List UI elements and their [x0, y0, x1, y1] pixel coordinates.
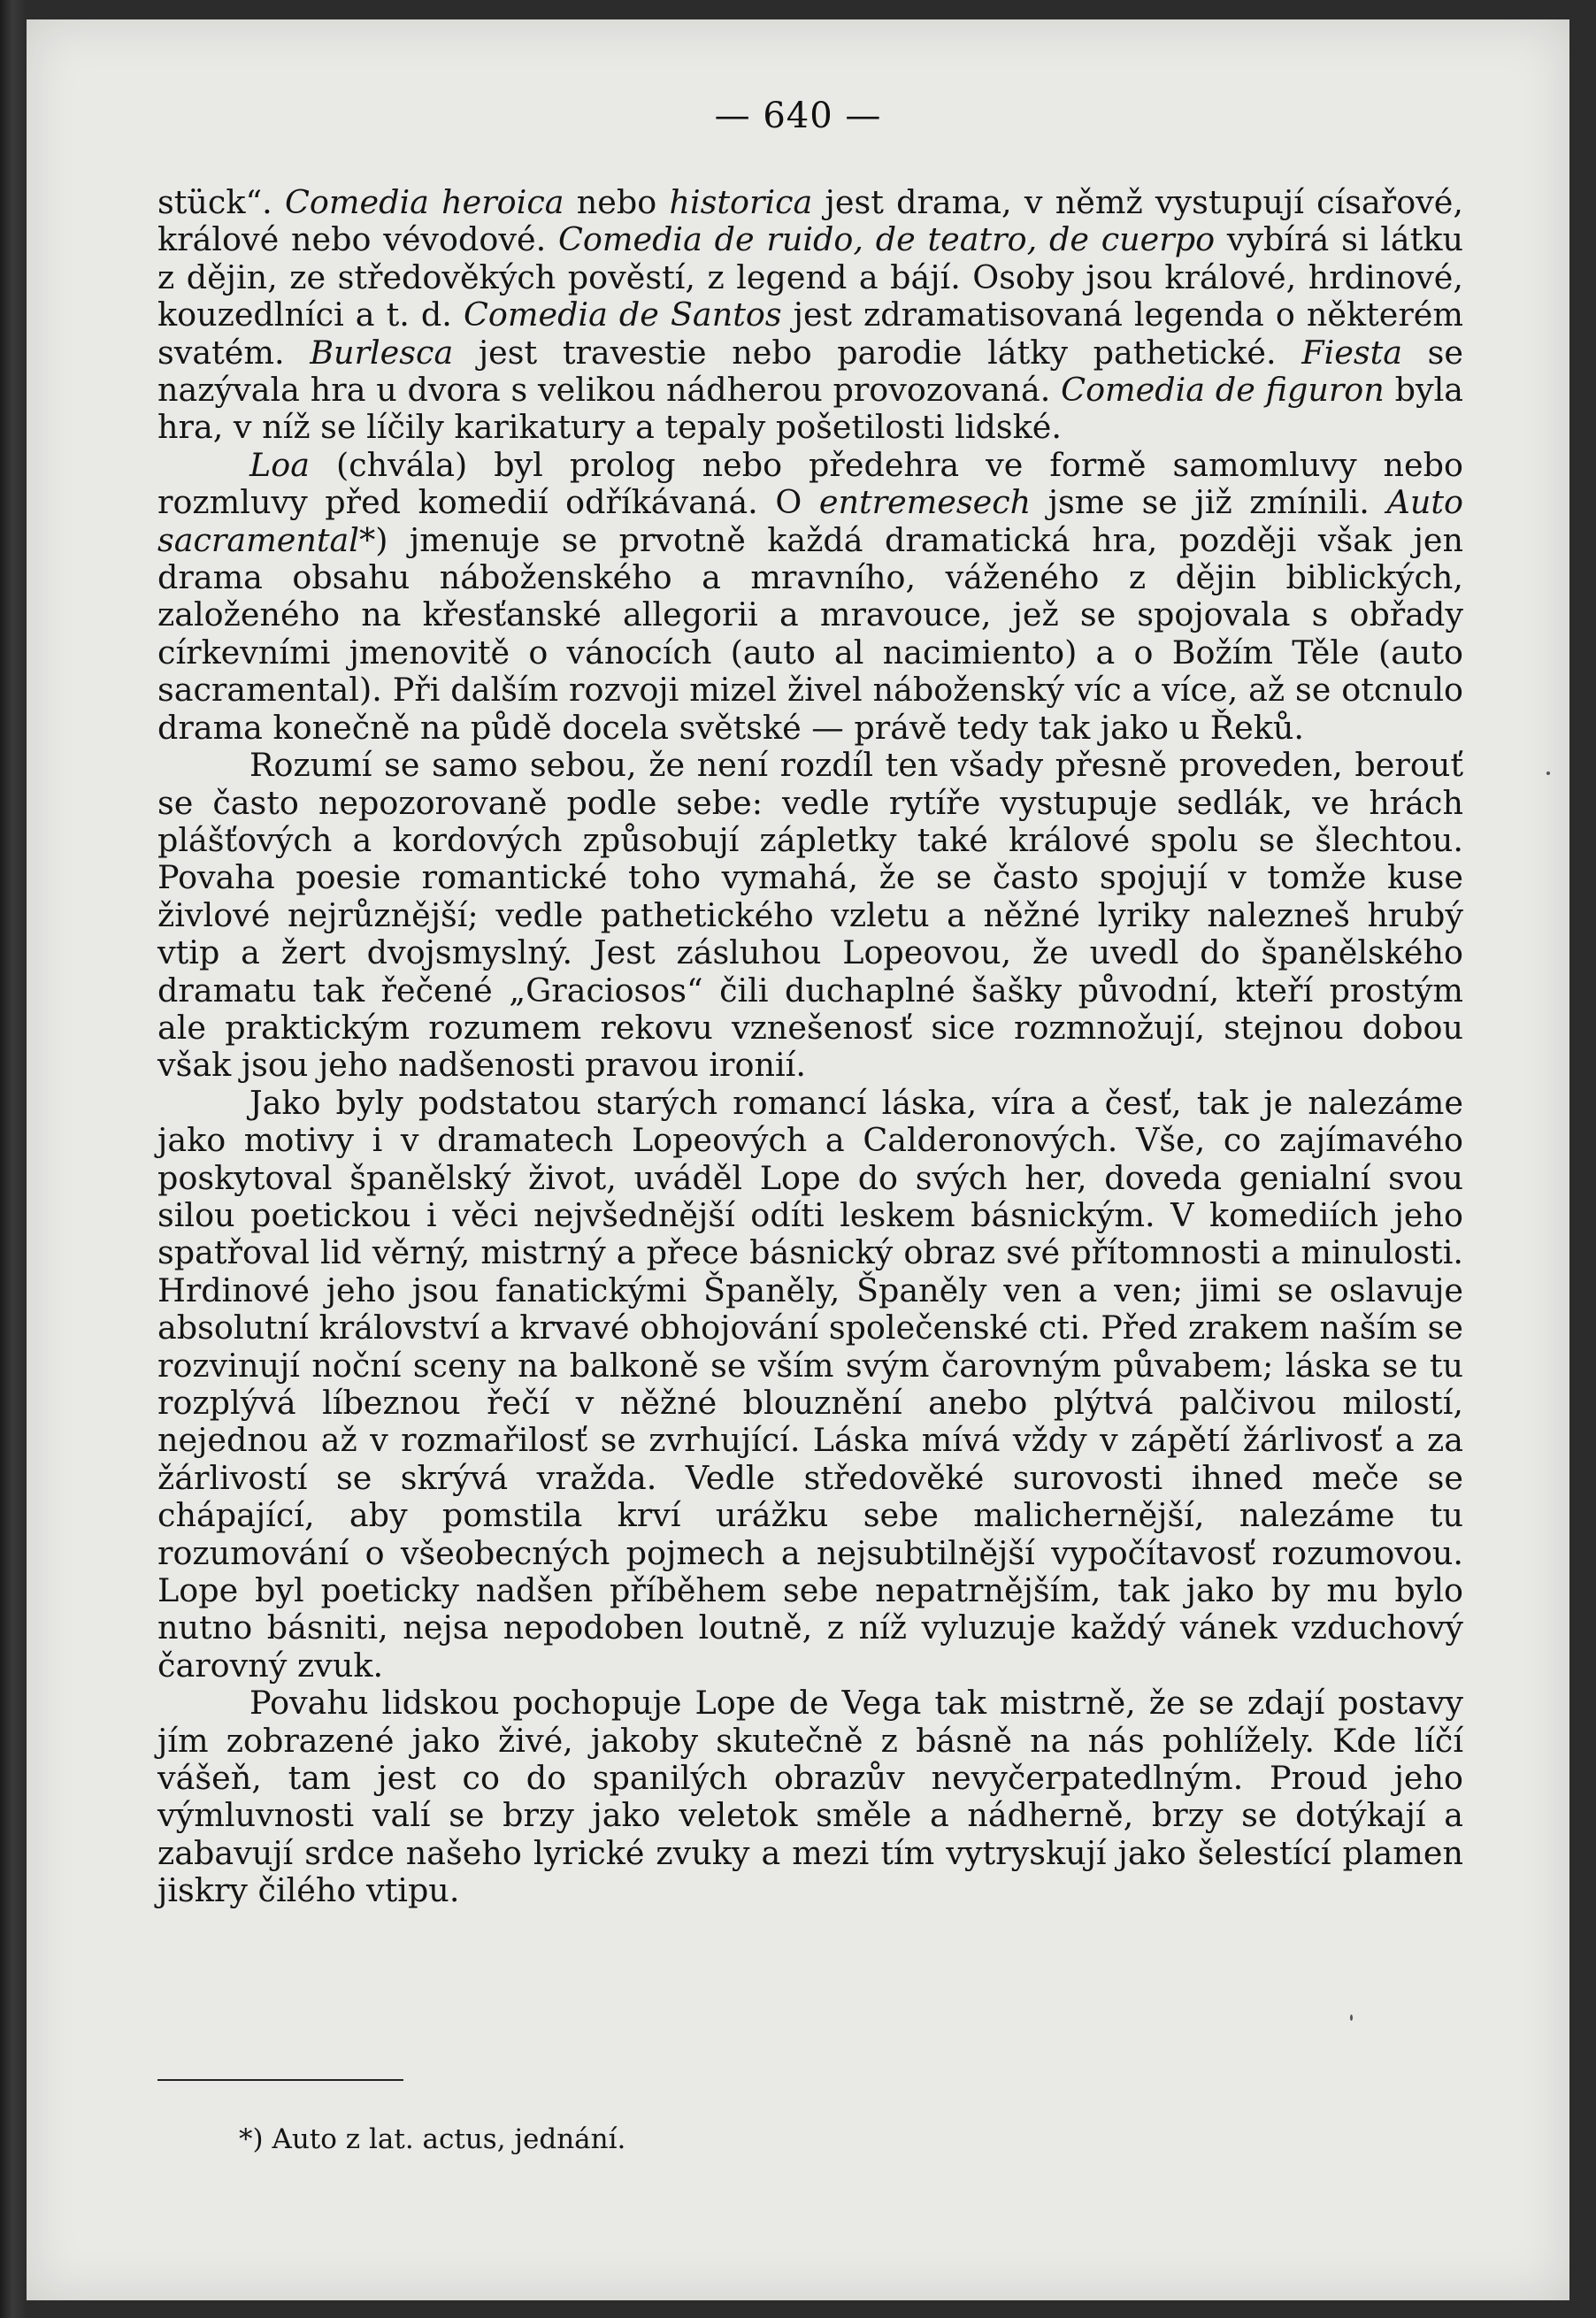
main-text [157, 184, 1463, 1910]
text-run: Povahu lidskou pochopuje Lope de Vega tak mistrně, že se zdají postavy jím zobrazené jako živé, jakoby skutečně z básně na nás pohlížely. Kde líčí vášeň, tam jest co do spanilých obrazův nevyčerpatedlným. Proud jeho výmluvnosti valí se brzy jako veletok směle a nádherně, brzy se dotýkají a zabavují srdce našeho lyrické zvuky a mezi tím vytryskují jako šelestící plamen jiskry čilého vtipu. [157, 1684, 1463, 1910]
text-run: se nazývala hra u dvora s velikou nádherou provozovaná. [157, 333, 1463, 410]
text-run: Jako byly podstatou starých romancí láska, víra a česť, tak je nalezáme jako motivy i v dramatech Lopeových a Calderonových. Vše, co zajímavého poskytoval španělský život, uváděl Lope do svých her, doveda genialní svou silou poetickou i věci nejvšednější odíti leskem básnickým. V komediích jeho spatřoval lid věrný, mistrný a přece básnický obraz své přítomnosti a minulosti. Hrdinové jeho jsou fanatickými Španěly, Španěly ven a ven; jimi se oslavuje absolutní království a krvavé obhojování společenské cti. Před zrakem naším se rozvinují noční sceny na balkoně se vším svým čarovným půvabem; láska se tu rozplývá líbeznou řečí v něžné blouznění anebo plýtvá palčivou milostí, nejednou až v rozmařilosť se zvrhující. Láska mívá vždy v zápětí žárlivosť a za žárlivostí se skrývá vražda. Vedle středověké surovosti ihned meče se chápající, aby pomstila krví urážku sebe malichernější, nalezáme tu rozumování o všeobecných pojmech a nejsubtilnější vypočítavosť rozumovou. Lope byl poeticky nadšen příběhem sebe nepatrnějším, tak jako by mu bylo nutno básniti, nejsa nepodoben loutně, z níž vyluzuje každý vánek vzduchový čarovný zvuk. [157, 1083, 1463, 1685]
footnote: *) Auto z lat. actus, jednání. [239, 2123, 626, 2155]
paragraph-5 [157, 1685, 1463, 1909]
italic-term: Auto sacramental [157, 483, 1463, 559]
italic-term: Comedia de figuron [1061, 371, 1385, 410]
text-run: vybírá si látku z dějin, ze středověkých pověstí, z legend a bájí. Osoby jsou králové, hrdinové, kouzedlníci a t. d. [157, 220, 1463, 334]
italic-term: Loa [249, 445, 310, 484]
paragraph-3 [157, 747, 1463, 1085]
book-page [27, 19, 1569, 2300]
scan-speck [1546, 771, 1550, 775]
page-number: — 640 — [714, 96, 882, 136]
italic-term: Comedia heroica [284, 183, 564, 221]
paragraph-2 [157, 447, 1463, 747]
text-run: byla hra, v níž se líčily karikatury a tepaly pošetilosti lidské. [157, 371, 1464, 447]
text-run: Rozumí se samo sebou, že není rozdíl ten všady přesně proveden, berouť se často nepozorovaně podle sebe: vedle rytíře vystupuje sedlák, ve hrách plášťových a kordových způsobují zápletky také králové spolu se šlechtou. Povaha poesie romantické toho vymahá, že se často spojují v tomže kuse živlové nejrůznější; vedle pathetického vzletu a něžné lyriky nalezneš hrubý vtip a žert dvojsmyslný. Jest zásluhou Lopeovou, že uvedl do španělského dramatu tak řečené „Graciosos“ čili duchaplné šašky původní, kteří prostým ale praktickým rozumem rekovu vznešenosť sice rozmnožují, stejnou dobou však jsou jeho nadšenosti pravou ironií. [157, 746, 1463, 1085]
text-run: jsme se již zmínili. [1031, 483, 1387, 522]
italic-term: historica [669, 183, 813, 221]
text-run: nebo [564, 183, 670, 221]
scan-speck [1350, 2015, 1353, 2021]
italic-term: entremesech [818, 483, 1032, 522]
italic-term: Burlesca [310, 333, 454, 372]
text-run: jest drama, v němž vystupují císařové, králové nebo vévodové. [157, 183, 1463, 259]
text-run: jest travestie nebo parodie látky pathetické. [453, 333, 1302, 372]
italic-term: Fiesta [1301, 333, 1403, 372]
paragraph-1 [157, 184, 1463, 447]
text-run: (chvála) byl prolog nebo předehra ve formě samomluvy nebo rozmluvy před komedií odříkávaná. O [157, 445, 1463, 522]
text-run: stück“. [157, 183, 285, 221]
text-run: *) jmenuje se prvotně každá dramatická hra, později však jen drama obsahu náboženského a mravního, váženého z dějin biblických, založeného na křesťanské allegorii a mravouce, jež se spojovala s obřady církevními jmenovitě o vánocích (auto al nacimiento) a o Božím Těle (auto sacramental). Při dalším rozvoji mizel živel náboženský víc a více, až se otcnulo drama konečně na půdě docela světské — právě tedy tak jako u Řeků. [157, 520, 1463, 747]
italic-term: Comedia de Santos [463, 296, 782, 334]
text-run: jest zdramatisovaná legenda o některém svatém. [157, 296, 1463, 372]
footnote-divider [157, 2079, 403, 2081]
italic-term: Comedia de ruido, de teatro, de cuerpo [557, 220, 1216, 259]
paragraph-4 [157, 1085, 1463, 1685]
